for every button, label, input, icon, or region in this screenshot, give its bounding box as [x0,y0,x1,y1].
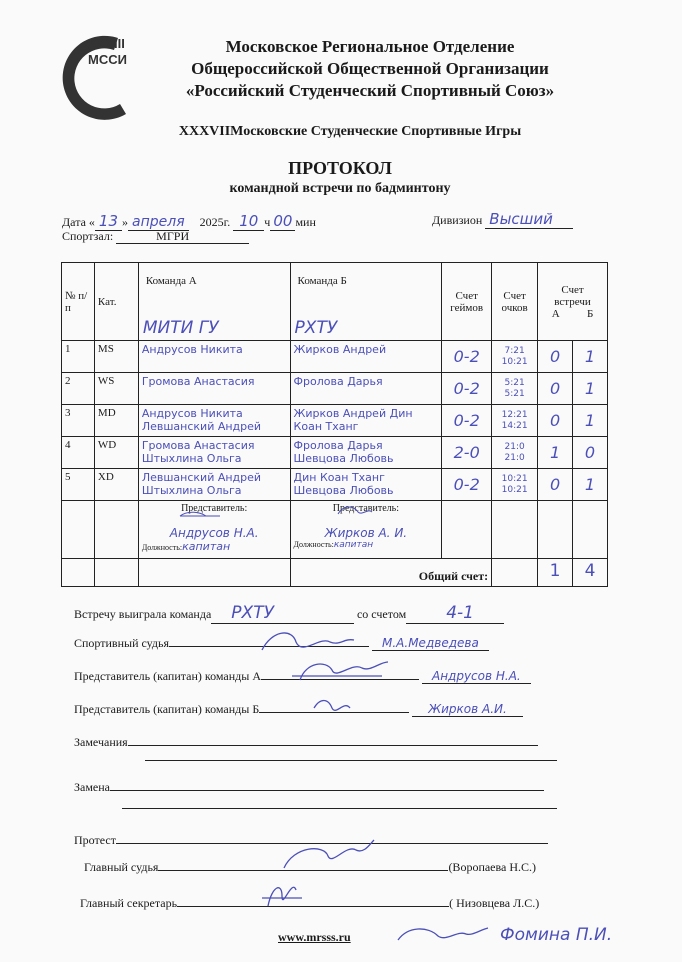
row-cat: MS [94,341,138,373]
rep-a-position: капитан [182,540,231,553]
row-cat: MD [94,405,138,437]
row-points: 5:21 5:21 [492,373,538,405]
time-minute: 00 [270,212,295,231]
row-points: 10:21 10:21 [492,469,538,501]
page-subtitle: командной встречи по бадминтону [229,181,451,196]
total-a: 1 [538,559,573,587]
row-team-b: Фролова Дарья [290,373,442,405]
row-games: 0-2 [442,373,492,405]
row-points: 7:21 10:21 [492,341,538,373]
row-points: 21:0 21:0 [492,437,538,469]
header-team-a: Команда А МИТИ ГУ [138,263,290,341]
row-num: 2 [62,373,95,405]
header-games: Счет геймов [442,263,492,341]
header-match: Счет встречи А Б [538,263,608,341]
date-month: апреля [128,214,189,231]
header-team-b: Команда Б РХТУ [290,263,442,341]
row-score-b: 1 [573,373,608,405]
cap-a-name: Андрусов Н.А. [422,669,531,684]
cap-a-label: Представитель (капитан) команды А [74,669,261,683]
row-team-a: Громова Анастасия [138,373,290,405]
date-year: 2025 [199,215,224,229]
chief-secretary-label: Главный секретарь [80,896,178,910]
team-b-name: РХТУ [294,318,338,338]
website-link[interactable]: www.mrsss.ru [278,930,351,944]
rep-b-cell: Представитель: Жирков А. И. Должность:капитан [290,501,442,559]
row-games: 0-2 [442,341,492,373]
row-num: 1 [62,341,95,373]
row-games: 0-2 [442,405,492,437]
row-team-b: Жирков Андрей [290,341,442,373]
hall-label: Спортзал: [62,229,114,243]
time-minute-label: мин [295,215,316,229]
row-num: 3 [62,405,95,437]
row-games: 0-2 [442,469,492,501]
rep-a-label: Представитель: [181,503,248,514]
division-value: Высший [485,210,573,229]
footer-handwriting: Фомина П.И. [500,925,613,945]
header-b: Б [587,307,594,320]
winner-value: РХТУ [211,603,354,624]
row-num: 4 [62,437,95,469]
header-points: Счет очков [492,263,538,341]
date-year-suffix: г. [223,215,231,229]
cap-b-name: Жирков А.И. [412,702,523,717]
row-score-a: 0 [538,341,573,373]
team-a-name: МИТИ ГУ [142,318,219,338]
row-score-b: 1 [573,469,608,501]
row-cat: WS [94,373,138,405]
total-b: 4 [573,559,608,587]
remarks-label: Замечания [74,735,128,749]
winner-label: Встречу выиграла команда [74,607,212,621]
row-team-b: Жирков Андрей Дин Коан Тханг [290,405,442,437]
logo-text: XXXIII МССИ [88,36,127,67]
row-score-a: 0 [538,373,573,405]
judge-label: Спортивный судья [74,636,170,650]
date-day: 13 [95,212,122,231]
row-score-a: 0 [538,405,573,437]
total-label: Общий счет: [418,569,489,583]
row-score-a: 1 [538,437,573,469]
row-cat: XD [94,469,138,501]
row-team-a: Андрусов Никита Левшанский Андрей [138,405,290,437]
rep-a-name: Андрусов Н.А. [169,526,259,540]
time-hour: 10 [233,212,264,231]
row-points: 12:21 14:21 [492,405,538,437]
time-hour-label: ч [264,215,271,229]
row-score-b: 0 [573,437,608,469]
row-team-b: Фролова Дарья Шевцова Любовь [290,437,442,469]
row-team-b: Дин Коан Тханг Шевцова Любовь [290,469,442,501]
header-line1: Московское Региональное Отделение [225,37,515,56]
row-num: 5 [62,469,95,501]
row-score-a: 0 [538,469,573,501]
judge-name: М.А.Медведева [372,636,489,651]
score-value: 4-1 [406,603,504,624]
row-score-b: 1 [573,405,608,437]
chief-secretary-name: ( Низовцева Л.С.) [449,896,540,910]
cap-b-label: Представитель (капитан) команды Б [74,702,260,716]
row-team-a: Левшанский Андрей Штыхлина Ольга [138,469,290,501]
row-team-a: Андрусов Никита [138,341,290,373]
header-line3: «Российский Студенческий Спортивный Союз» [185,81,555,100]
row-games: 2-0 [442,437,492,469]
header-num: № п/п [62,263,95,341]
header-line2: Общероссийской Общественной Организации [191,59,549,78]
score-label: со счетом [356,607,407,621]
date-sep: » [122,215,129,229]
header-cat: Кат. [94,263,138,341]
row-team-a: Громова Анастасия Штыхлина Ольга [138,437,290,469]
rep-a-cell: Представитель: Андрусов Н.А. Должность:капитан [138,501,290,559]
protest-label: Протест [74,833,116,847]
hall-value: МГРИ [116,229,249,244]
chief-judge-label: Главный судья [84,860,159,874]
games-title: XXXVIIМосковские Студенческие Спортивные Игры [178,124,522,139]
replacement-label: Замена [74,780,111,794]
header-a: А [551,307,560,320]
row-cat: WD [94,437,138,469]
date-label: Дата « [62,215,95,229]
rep-b-label: Представитель: [332,503,399,514]
division-label: Дивизион [432,213,483,227]
rep-b-position: капитан [333,540,374,550]
chief-judge-name: (Воропаева Н.С.) [448,860,537,874]
row-score-b: 1 [573,341,608,373]
rep-b-name: Жирков А. И. [324,526,408,540]
page-title: ПРОТОКОЛ [288,158,392,178]
